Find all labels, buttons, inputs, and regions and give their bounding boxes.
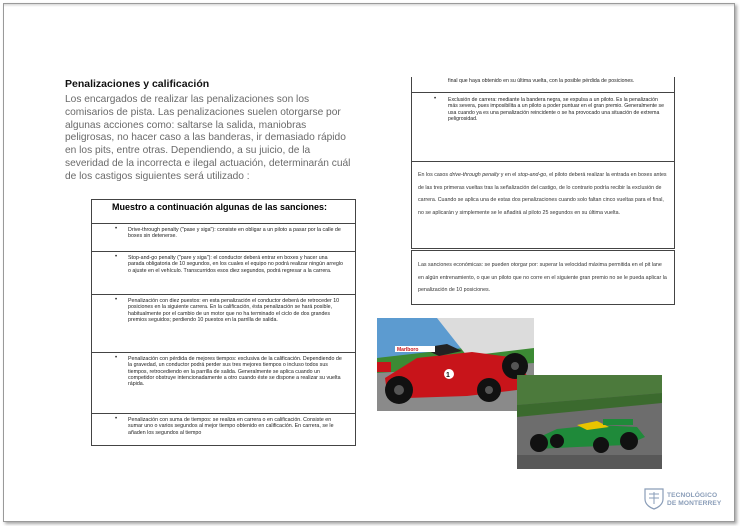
logo-line-1: TECNOLÓGICO (667, 492, 718, 499)
jordan-car-illustration (517, 375, 662, 469)
bullet-icon: • (115, 355, 118, 361)
row-text: Drive-through penalty ("pase y siga"): consiste en obligar a un piloto a pasar por la calle de boxes sin detenerse. (128, 227, 341, 240)
table-row (92, 224, 355, 252)
row-text: Penalización con suma de tiempos: se realiza en carrera o en calificación. Consiste en sumar uno o varios segundos al mejor tiempo obtenido en calificación. En carrera, se le añaden los segundos al tiempo (128, 417, 334, 436)
row-text: Stop-and-go penalty ("pare y siga"): el conductor deberá entrar en boxes y hacer una parada obligatoria de 10 segundos, en los cuales el equipo no podrá realizar ningún arreglo o ajuste en el vehículo. Transcurridos esos diez segundos, podrá regresar a la carrera. (128, 255, 343, 274)
note-text: En los casos (418, 172, 450, 178)
sanctions-table (91, 199, 356, 446)
note-text: , el piloto deberá realizar la entrada en boxes antes de las tres primeras vueltas tras la señalización del castigo, de lo contrario podría recibir la exclusión de carrera. Cuando se aplica una de estas dos penalizaciones cuando solo faltan cinco vueltas para el final, no se aplicarán y simplemente se le añadirá al piloto 25 segundos en su última vuelta. (418, 172, 667, 216)
table-row (92, 353, 355, 414)
jordan-car-photo (517, 375, 662, 469)
section-heading: Penalizaciones y calificación (65, 78, 210, 90)
table-row (92, 414, 355, 445)
sanctions-table-title: Muestro a continuación algunas de las sanciones: (92, 200, 355, 224)
row-text: Exclusión de carrera: mediante la bandera negra, se expulsa a un piloto. Es la penalización más severa, pues imposibilita a un piloto a poder puntuar en el gran premio. Generalmente se usa cuando ya es una penalización reincidente o se ha provocado una situación de extrema peligrosidad. (448, 97, 664, 122)
drive-through-note (411, 162, 675, 249)
bullet-icon: • (115, 416, 118, 422)
table-row (92, 252, 355, 295)
tec-monterrey-logo (643, 486, 725, 512)
table-row (412, 93, 674, 122)
row-text: Penalización con diez puestos: en esta penalización el conductor deberá de retroceder 10 posiciones en la siguiente carrera. En la calificación, ésta penalización se hará posible, habitualmente por el cambio de un motor que no ha terminado el ciclo de dos grandes premios seguidos; perdiendo 10 puestos en la parrilla de salida. (128, 298, 340, 323)
bullet-icon: • (115, 297, 118, 303)
row-text: Penalización con pérdida de mejores tiempos: exclusiva de la calificación. Dependiendo de la gravedad, un conductor podrá perder sus tres mejores tiempos o incluso todos sus tiempos, retrocediendo en la parrilla de salida. Generalmente se aplica cuando un competidor obstruye intencionadamente a otro cuando éste se dispone a realizar su vuelta rápida. (128, 356, 342, 388)
sanctions-table-continued (411, 77, 675, 162)
intro-paragraph: Los encargados de realizar las penalizaciones son los comisarios de pista. Las penalizaciones suelen otorgarse por algunas acciones como: saltarse la salida, maniobras peligrosas, no hacer caso a las banderas, ir demasiado rápido en los pits, entre otras. Dependiendo, a su juicio, de la severidad de la incorrecta e ilegal actuación, determinarán cuál de los castigos siguientes será utilizado : (65, 94, 351, 182)
shield-icon (643, 486, 665, 510)
sponsor-label: Marlboro (397, 347, 419, 353)
ferrari-car-photo (377, 318, 534, 411)
table-row (92, 295, 355, 353)
logo-line-2: DE MONTERREY (667, 500, 722, 507)
continued-text: final que haya obtenido en su última vuelta, con la posible pérdida de posiciones. (412, 77, 674, 93)
note-emphasis: drive-through penalty (449, 172, 500, 178)
note-emphasis: stop-and-go (517, 172, 547, 178)
ferrari-car-illustration (377, 318, 534, 411)
bullet-icon: • (434, 96, 437, 102)
bullet-icon: • (115, 226, 118, 232)
note-text: y en el (499, 172, 518, 178)
economic-sanctions-note: Las sanciones económicas: se pueden otorgar por: superar la velocidad máxima permitida en el pit lane en algún entrenamiento, o que un piloto que no corre en el siguiente gran premio no se le pueda aplicar la penalización de 10 posiciones. (411, 250, 675, 305)
car-number: 1 (446, 372, 450, 379)
bullet-icon: • (115, 254, 118, 260)
